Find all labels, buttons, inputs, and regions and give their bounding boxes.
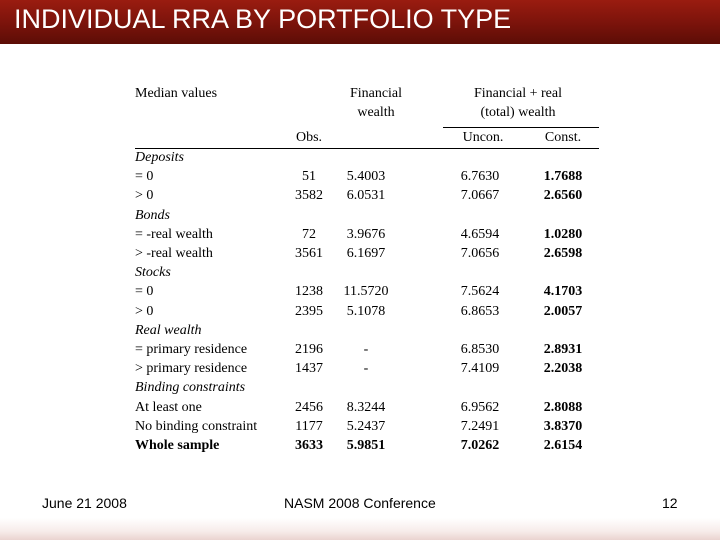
- cell-uncon: 6.8653: [460, 303, 500, 319]
- row-label: Stocks: [135, 265, 171, 281]
- cell-obs: 1238: [295, 284, 323, 300]
- bottom-bar: [0, 518, 720, 540]
- cell-financial: 5.4003: [346, 169, 386, 185]
- cell-financial: 6.1697: [346, 246, 386, 261]
- cell-obs: 2456: [295, 399, 323, 415]
- header-total-line1: Financial + real: [474, 86, 562, 101]
- row-label: = -real wealth: [135, 226, 213, 242]
- header-median-values: Median values: [135, 86, 218, 101]
- footer-date: June 21 2008: [42, 495, 127, 511]
- cell-uncon: 4.6594: [460, 226, 500, 242]
- cell-obs: 1437: [295, 361, 323, 377]
- cell-financial: 8.3244: [346, 399, 386, 415]
- cell-obs: 72: [302, 226, 316, 242]
- row-label: > primary residence: [135, 361, 248, 377]
- title-bar: [0, 0, 720, 44]
- cell-obs: 3582: [295, 188, 323, 204]
- cell-const: 2.6154: [543, 438, 583, 453]
- cell-const: 2.6560: [543, 188, 583, 204]
- slide-title: INDIVIDUAL RRA BY PORTFOLIO TYPE: [14, 4, 512, 34]
- cell-const: 2.8931: [543, 342, 583, 357]
- cell-obs: 1177: [295, 418, 323, 434]
- row-label: > 0: [135, 303, 154, 319]
- cell-uncon: 7.4109: [460, 361, 500, 377]
- row-label: Real wealth: [135, 322, 202, 338]
- cell-uncon: 7.5624: [460, 284, 500, 300]
- cell-financial: -: [363, 342, 369, 357]
- cell-uncon: 6.9562: [460, 399, 500, 415]
- row-label: Binding constraints: [135, 380, 246, 396]
- cell-const: 3.8370: [543, 418, 583, 434]
- cell-uncon: 6.8530: [460, 342, 500, 357]
- cell-financial: 5.9851: [346, 438, 386, 453]
- footer-page-number: 12: [662, 495, 678, 511]
- header-financial-wealth: [326, 84, 426, 122]
- header-financial-line1: Financial: [349, 86, 403, 101]
- cell-const: 2.6598: [543, 246, 583, 261]
- row-label: = 0: [135, 284, 154, 300]
- footer-conference: NASM 2008 Conference: [284, 495, 436, 511]
- cell-obs: 3633: [295, 438, 323, 453]
- row-label: > 0: [135, 188, 154, 204]
- row-label: Deposits: [135, 150, 184, 165]
- cell-uncon: 7.0667: [460, 188, 500, 204]
- cell-const: 2.2038: [543, 361, 583, 377]
- cell-const: 2.8088: [543, 399, 583, 415]
- cell-const: 2.0057: [543, 303, 583, 319]
- cell-financial: 5.2437: [346, 418, 386, 434]
- cell-obs: 51: [302, 169, 316, 185]
- row-label: Bonds: [135, 207, 170, 223]
- header-total-line2: (total) wealth: [480, 105, 556, 120]
- header-rule-main: [135, 148, 599, 149]
- cell-uncon: 7.2491: [460, 418, 500, 434]
- row-label: Whole sample: [135, 438, 220, 453]
- cell-const: 1.0280: [543, 226, 583, 242]
- cell-financial: 6.0531: [346, 188, 386, 204]
- cell-uncon: 6.7630: [460, 169, 500, 185]
- row-label: > -real wealth: [135, 246, 213, 261]
- cell-obs: 2395: [295, 303, 323, 319]
- cell-obs: 2196: [295, 342, 323, 357]
- cell-const: 4.1703: [543, 284, 583, 300]
- cell-uncon: 7.0656: [460, 246, 500, 261]
- row-label: = primary residence: [135, 342, 248, 357]
- cell-obs: 3561: [295, 246, 323, 261]
- row-label: = 0: [135, 169, 154, 185]
- cell-financial: 5.1078: [346, 303, 386, 319]
- header-total-wealth: [438, 84, 598, 122]
- cell-financial: 3.9676: [346, 226, 386, 242]
- cell-financial: 11.5720: [343, 284, 389, 300]
- row-label: No binding constraint: [135, 418, 258, 434]
- cell-uncon: 7.0262: [460, 438, 500, 453]
- column-header-const: Const.: [544, 130, 582, 145]
- column-header-uncon: Uncon.: [462, 130, 504, 145]
- header-financial-line2: wealth: [357, 105, 395, 120]
- cell-financial: -: [363, 361, 369, 377]
- column-header-obs: Obs.: [295, 130, 323, 145]
- cell-const: 1.7688: [543, 169, 583, 185]
- row-label: At least one: [135, 399, 202, 415]
